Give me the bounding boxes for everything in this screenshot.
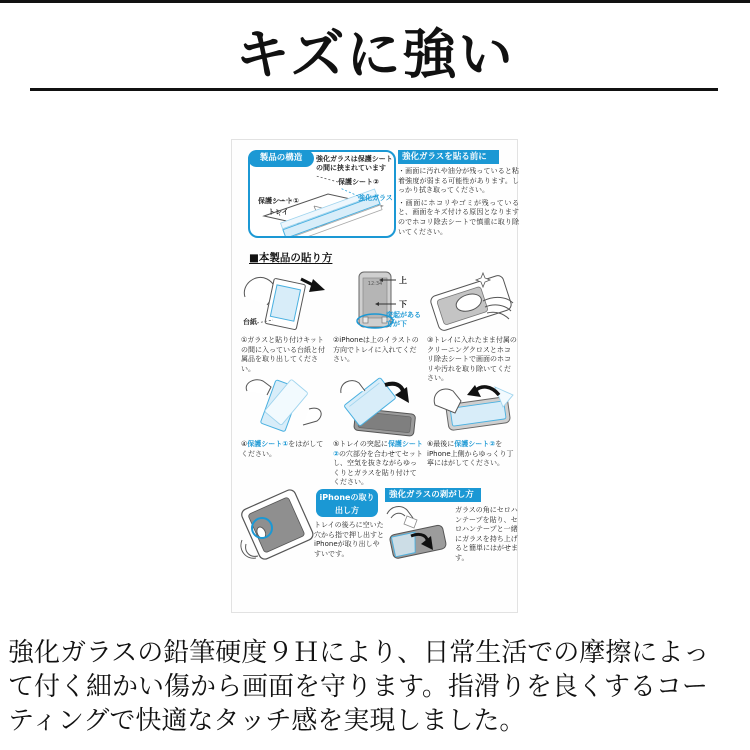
step3-illustration [427, 271, 517, 333]
step-2 [333, 271, 423, 365]
step5-caption [333, 440, 423, 488]
step5-illustration [333, 377, 423, 437]
clock-text: 12:34 [367, 281, 383, 287]
howto-section-title: ■本製品の貼り方 [249, 252, 333, 264]
product-structure-title: 製品の構造 [248, 150, 314, 167]
page-title: キズに強い [235, 23, 515, 86]
step2-text: ②iPhoneは上のイラストの方向でトレイに入れてください。 [333, 336, 419, 364]
label-up: 上 [399, 276, 407, 285]
hand-icon [434, 389, 461, 413]
step4-term: 保護シート① [247, 440, 289, 448]
product-structure-note: 強化ガラスは保護シートの間に挟まれています [316, 155, 393, 172]
step4-text: ④ [241, 440, 248, 448]
step4-caption [241, 440, 330, 459]
hand-right-icon [303, 408, 321, 425]
label-down: 下 [399, 300, 407, 309]
instruction-sheet-panel [231, 139, 518, 613]
notch-left [363, 317, 368, 323]
hand-icon [341, 381, 365, 393]
label-tray: トレイ [268, 208, 289, 216]
before-bullet-1: ・画面に汚れや油分が残っていると粘着強度が弱まる可能性があります。しっかり拭き取ってください。 [398, 167, 519, 195]
step-5 [333, 377, 423, 488]
eject-section-title: iPhoneの取り出し方 [316, 489, 378, 517]
label-tempered-glass: 強化ガラス [358, 194, 393, 202]
step1-caption [241, 336, 330, 374]
step-1 [241, 271, 330, 374]
step6-illustration [427, 377, 517, 437]
step-3 [427, 271, 517, 384]
leader-sheet2 [316, 176, 338, 182]
step5-text: ⑤トレイの突起に [333, 440, 388, 448]
step6-term: 保護シート② [454, 440, 496, 448]
label-notch-note: 突起がある方が下 [386, 311, 421, 328]
step6-post: をiPhone上側からゆっくり丁寧にはがしてください。 [427, 440, 514, 468]
step6-text: ⑥最後に [427, 440, 455, 448]
description-line-2: て付く細かい傷から画面を守ります。指滑りを良くするコー [8, 672, 708, 702]
step3-text: ③トレイに入れたまま付属のクリーニングクロスとホコリ除去シートで画面のホコリや汚れを取り除いてください。 [427, 336, 517, 383]
before-bullet-2: ・画面にホコリやゴミが残っていると、画面をキズ付ける原因となりますのでホコリ除去シートで慎重に取り除いてください。 [398, 198, 519, 236]
description-line-1: 強化ガラスの鉛筆硬度９Ｈにより、日常生活での摩擦によっ [8, 638, 710, 668]
product-description [8, 636, 748, 738]
top-rule [0, 0, 750, 3]
step5-post: の穴部分を合わせてセットし、空気を抜きながらゆっくりとガラスを貼り付けてください。 [333, 449, 423, 487]
step-6 [427, 377, 517, 469]
title-divider [30, 88, 718, 91]
step5-term: 保護シート② [333, 440, 423, 458]
tape-shape [404, 516, 417, 528]
hand-icon [387, 507, 413, 518]
leader-glass [340, 188, 358, 196]
peel-section-text: ガラスの角にセロハンテープを貼り、セロハンテープと一緒にガラスを持ち上げると簡単にはがせます。 [455, 506, 518, 562]
description-line-3: ティングで快適なタッチ感を実現しました。 [8, 706, 526, 736]
before-applying-title: 強化ガラスを貼る前に [398, 150, 499, 164]
eject-illustration [236, 484, 318, 566]
before-applying-section [398, 150, 519, 237]
label-protect-sheet2: 保護シート② [338, 178, 379, 186]
step-4 [241, 377, 330, 459]
label-daishi: 台紙 [243, 318, 257, 326]
step1-text: ①ガラスと貼り付けキットの間に入っている台紙と付属品を取り出してください。 [241, 336, 325, 373]
arrow-head [309, 279, 325, 292]
peel-section-title: 強化ガラスの剥がし方 [385, 488, 481, 502]
hand-top-icon [246, 380, 271, 395]
step4-illustration [241, 377, 329, 437]
peel-illustration [385, 504, 451, 564]
product-structure-box [248, 150, 396, 238]
eject-section-text: トレイの後ろに空いた穴から指で押し出すとiPhoneが取り出しやすいです。 [314, 521, 384, 558]
step4-post: をはがしてください。 [241, 440, 324, 458]
step2-caption [333, 336, 423, 365]
label-protect-sheet1: 保護シート① [258, 197, 299, 205]
step6-caption [427, 440, 517, 469]
